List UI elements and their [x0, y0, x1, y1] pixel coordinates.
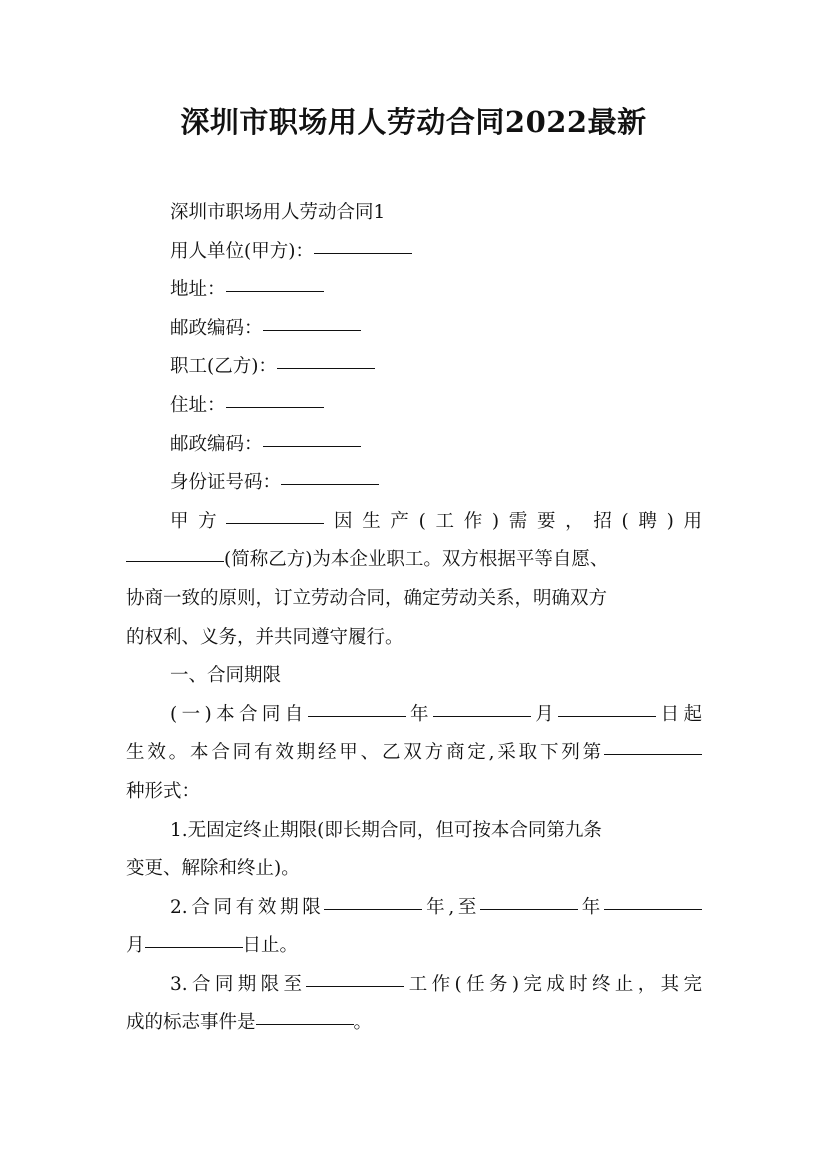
- term-blank-form: [604, 753, 702, 755]
- postcode-blank: [263, 329, 361, 331]
- document-title: 深圳市职场用人劳动合同2022最新: [180, 105, 647, 139]
- residence-blank: [226, 406, 324, 408]
- item2-line-1: [126, 889, 702, 928]
- item2-blank-4: [145, 946, 243, 948]
- term-line-1: [126, 696, 702, 735]
- item3-text-c: 成的标志事件是: [126, 1012, 256, 1034]
- address-blank: [226, 290, 324, 292]
- item3-text-b: 工作(任务)完成时终止，其完: [404, 973, 702, 995]
- address-field: [126, 271, 702, 310]
- employer-field: [126, 233, 702, 272]
- item3-blank-2: [256, 1023, 354, 1025]
- intro-text-1: 因生产(工作)需要，招(聘)用: [324, 510, 702, 532]
- item3-line-1: [126, 966, 702, 1005]
- term-blank-day: [558, 715, 656, 717]
- postcode-label: 邮政编码：: [170, 317, 263, 339]
- item2-text-b: 年,至: [422, 896, 481, 918]
- term-text-line2: 生效。本合同有效期经甲、乙双方商定,采取下列第: [126, 742, 604, 764]
- document-body: [126, 194, 702, 1043]
- employee-field: [126, 348, 702, 387]
- id-number-field: [126, 464, 702, 503]
- employee-label: 职工(乙方)：: [170, 356, 277, 378]
- item2-text-a: 2.合同有效期限: [170, 896, 325, 918]
- item3-line-2: [126, 1004, 702, 1043]
- postcode2-blank: [263, 445, 361, 447]
- address-label: 地址：: [170, 279, 226, 301]
- item2-blank-1: [324, 908, 422, 910]
- term-blank-month: [433, 715, 531, 717]
- employee-blank: [277, 367, 375, 369]
- intro-blank-2: [126, 560, 224, 562]
- intro-line-3: 协商一致的原则，订立劳动合同，确定劳动关系，明确双方: [126, 587, 608, 609]
- term-blank-year: [308, 715, 406, 717]
- term-text-day: 日起: [656, 703, 702, 725]
- intro-blank-1: [226, 522, 324, 524]
- item3-text-a: 3.合同期限至: [170, 973, 307, 995]
- id-number-blank: [281, 483, 379, 485]
- contract-heading: 深圳市职场用人劳动合同1: [170, 202, 386, 223]
- postcode2-field: [126, 426, 702, 465]
- item2-text-month: 月: [126, 935, 145, 957]
- term-text-a: (一)本合同自: [170, 703, 308, 725]
- residence-label: 住址：: [170, 394, 226, 416]
- section1-heading: 一、合同期限: [170, 665, 282, 687]
- term-line-2: [126, 734, 702, 773]
- intro-line-2: [126, 541, 702, 580]
- item2-text-c: 年: [578, 896, 604, 918]
- residence-field: [126, 387, 702, 426]
- employer-blank: [314, 252, 412, 254]
- intro-text-2: (简称乙方)为本企业职工。双方根据平等自愿、: [224, 549, 609, 571]
- item1-line-1: 1.无固定终止期限(即长期合同，但可按本合同第九条: [170, 819, 602, 841]
- term-text-month: 月: [530, 703, 559, 725]
- item2-blank-2: [480, 908, 578, 910]
- employer-label: 用人单位(甲方)：: [170, 240, 314, 262]
- item1-line-2: 变更、解除和终止)。: [126, 858, 300, 880]
- item2-blank-3: [604, 908, 702, 910]
- intro-line-1: [126, 503, 702, 542]
- item2-line-2: [126, 927, 702, 966]
- term-text-year: 年: [405, 703, 433, 725]
- intro-party-a: 甲方: [170, 510, 227, 532]
- item3-blank-1: [306, 985, 404, 987]
- postcode-field: [126, 310, 702, 349]
- item2-text-end: 日止。: [242, 935, 299, 957]
- item3-text-d: 。: [353, 1012, 373, 1034]
- postcode2-label: 邮政编码：: [170, 433, 263, 455]
- id-number-label: 身份证号码：: [170, 472, 282, 494]
- term-line-3: 种形式：: [126, 780, 201, 802]
- intro-line-4: 的权利、义务，并共同遵守履行。: [126, 626, 404, 648]
